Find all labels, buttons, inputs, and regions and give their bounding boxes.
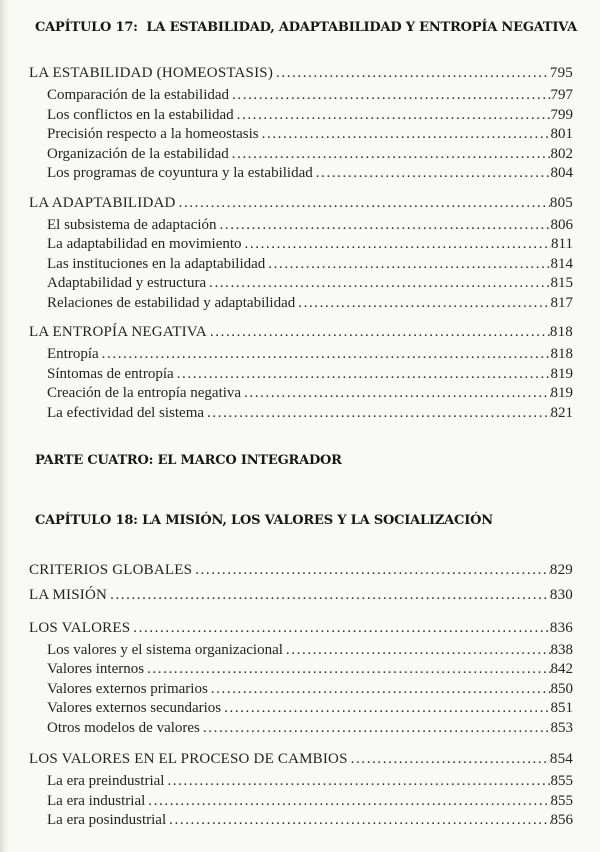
toc-group xyxy=(29,750,573,831)
toc-group xyxy=(29,323,573,423)
toc-entry xyxy=(29,750,573,770)
toc-entry xyxy=(29,64,573,84)
toc-entry-label: LOS VALORES EN EL PROCESO DE CAMBIOS xyxy=(29,751,348,767)
toc-group xyxy=(29,619,573,739)
dot-leader xyxy=(174,365,551,385)
dot-leader xyxy=(283,641,551,661)
toc-entry xyxy=(29,235,573,255)
toc-entry xyxy=(29,365,573,385)
toc-entry xyxy=(29,294,573,314)
toc-entry xyxy=(29,106,573,126)
toc-group xyxy=(29,194,573,314)
dot-leader xyxy=(204,404,550,424)
toc-entry-label: La era industrial xyxy=(47,792,146,809)
dot-leader xyxy=(208,680,551,700)
toc-entry xyxy=(29,792,573,812)
dot-leader xyxy=(144,660,550,680)
toc-page-number: 818 xyxy=(550,346,573,362)
toc-page-number: 819 xyxy=(550,365,573,382)
dot-leader xyxy=(348,750,550,770)
dot-leader xyxy=(192,559,550,582)
toc-page-number: 830 xyxy=(549,587,573,603)
toc-entry-label: Los conflictos en la estabilidad xyxy=(47,106,234,123)
toc-entry-label: Creación de la entropía negativa xyxy=(47,385,242,401)
toc-page-number: 842 xyxy=(550,661,573,677)
toc-entry-label: Comparación de la estabilidad xyxy=(47,87,230,103)
toc-entry xyxy=(29,719,573,739)
toc-entry xyxy=(29,194,573,214)
toc-entry-label: Relaciones de estabilidad y adaptabilidad xyxy=(47,294,296,311)
toc-page-number: 856 xyxy=(550,812,573,828)
toc-entry xyxy=(29,641,573,661)
dot-leader xyxy=(273,64,550,84)
toc-page-number: 850 xyxy=(550,680,573,697)
toc-page-number: 795 xyxy=(549,65,573,81)
dot-leader xyxy=(176,194,550,214)
toc-entry-label: Adaptabilidad y estructura xyxy=(47,275,207,291)
toc-group xyxy=(29,64,573,184)
toc-entry-label: Los valores y el sistema organizacional xyxy=(47,641,283,658)
toc-entry-label: Valores externos secundarios xyxy=(47,700,222,716)
toc-entry xyxy=(29,811,573,831)
toc-page-number: 811 xyxy=(551,236,573,252)
dot-leader xyxy=(242,235,552,255)
toc-page-number: 797 xyxy=(550,87,573,103)
toc-entry xyxy=(29,164,573,184)
toc-entry-label: Entropía xyxy=(47,346,99,362)
toc-entry-label: LA ADAPTABILIDAD xyxy=(29,194,176,211)
toc-page-number: 829 xyxy=(549,562,573,578)
dot-leader xyxy=(107,584,550,607)
toc-entry-label: Las instituciones en la adaptabilidad xyxy=(47,255,266,272)
dot-leader xyxy=(130,619,550,639)
dot-leader xyxy=(241,384,550,404)
dot-leader xyxy=(229,86,550,106)
toc-page-number: 851 xyxy=(550,700,573,716)
toc-entry-label: El subsistema de adaptación xyxy=(47,216,217,233)
toc-entry xyxy=(29,660,573,680)
toc-page-number: 806 xyxy=(550,216,573,233)
dot-leader xyxy=(313,164,551,184)
chapter-18-heading: CAPÍTULO 18: LA MISIÓN, LOS VALORES Y LA SOCIALIZACIÓN xyxy=(35,513,493,528)
toc-entry-label: La era posindustrial xyxy=(47,812,167,828)
toc-entry-label: La efectividad del sistema xyxy=(47,404,205,421)
toc-page-number: 814 xyxy=(550,255,573,272)
toc-entry-label: Precisión respecto a la homeostasis xyxy=(47,126,259,142)
toc-page-number: 821 xyxy=(550,404,573,421)
toc-entry-label: Otros modelos de valores xyxy=(47,719,200,736)
dot-leader xyxy=(229,145,551,165)
dot-leader xyxy=(234,106,551,126)
toc-page-number: 802 xyxy=(550,145,573,162)
dot-leader xyxy=(265,255,550,275)
dot-leader xyxy=(145,792,550,812)
toc-entry xyxy=(29,86,573,106)
part-four-heading: PARTE CUATRO: EL MARCO INTEGRADOR xyxy=(35,453,342,468)
toc-entry-label: Los programas de coyuntura y la estabilidad xyxy=(47,165,313,181)
toc-entry xyxy=(29,559,573,582)
toc-page-number: 836 xyxy=(549,619,573,636)
toc-entry-label: LA ENTROPÍA NEGATIVA xyxy=(29,324,207,340)
dot-leader xyxy=(206,274,550,294)
toc-page-number: 818 xyxy=(549,324,573,340)
toc-entry xyxy=(29,216,573,236)
toc-group xyxy=(29,559,573,607)
toc-page-number: 804 xyxy=(550,165,573,181)
toc-entry xyxy=(29,125,573,145)
toc-page-number: 853 xyxy=(550,719,573,736)
toc-entry-label: Valores internos xyxy=(47,661,145,677)
toc-page-number: 817 xyxy=(550,294,573,311)
dot-leader xyxy=(200,719,551,739)
toc-page-number: 805 xyxy=(549,194,573,211)
toc-entry-label: La adaptabilidad en movimiento xyxy=(47,236,242,252)
toc-page-number: 799 xyxy=(550,106,573,123)
dot-leader xyxy=(217,216,551,236)
toc-entry-label: Organización de la estabilidad xyxy=(47,145,229,162)
toc-page-number: 838 xyxy=(550,641,573,658)
dot-leader xyxy=(99,345,551,365)
toc-entry xyxy=(29,323,573,343)
toc-page-number: 801 xyxy=(550,126,573,142)
toc-entry-label: LOS VALORES xyxy=(29,619,131,636)
toc-entry xyxy=(29,699,573,719)
toc-page-number: 854 xyxy=(549,751,573,767)
toc-entry-label: Síntomas de entropía xyxy=(47,365,174,382)
toc-page-number: 855 xyxy=(550,792,573,809)
toc-chapter-18 xyxy=(29,559,573,831)
toc-entry-label: Valores externos primarios xyxy=(47,680,208,697)
toc-entry xyxy=(29,274,573,294)
toc-chapter-17 xyxy=(29,64,573,423)
toc-entry xyxy=(29,680,573,700)
dot-leader xyxy=(164,772,550,792)
toc-entry-label: La era preindustrial xyxy=(47,773,165,789)
toc-entry xyxy=(29,404,573,424)
toc-entry xyxy=(29,345,573,365)
dot-leader xyxy=(295,294,550,314)
toc-entry xyxy=(29,384,573,404)
toc-page-number: 855 xyxy=(550,773,573,789)
toc-entry xyxy=(29,255,573,275)
dot-leader xyxy=(166,811,550,831)
dot-leader xyxy=(221,699,550,719)
toc-entry xyxy=(29,145,573,165)
toc-entry xyxy=(29,619,573,639)
dot-leader xyxy=(207,323,550,343)
toc-entry-label: LA ESTABILIDAD (HOMEOSTASIS) xyxy=(29,65,274,81)
toc-entry xyxy=(29,584,573,607)
toc-entry-label: CRITERIOS GLOBALES xyxy=(29,562,193,578)
chapter-17-heading: CAPÍTULO 17: LA ESTABILIDAD, ADAPTABILIDAD Y ENTROPÍA NEGATIVA xyxy=(35,20,578,35)
dot-leader xyxy=(259,125,551,145)
toc-page-number: 819 xyxy=(550,385,573,401)
toc-page-number: 815 xyxy=(550,275,573,291)
toc-entry-label: LA MISIÓN xyxy=(29,587,108,603)
toc-entry xyxy=(29,772,573,792)
